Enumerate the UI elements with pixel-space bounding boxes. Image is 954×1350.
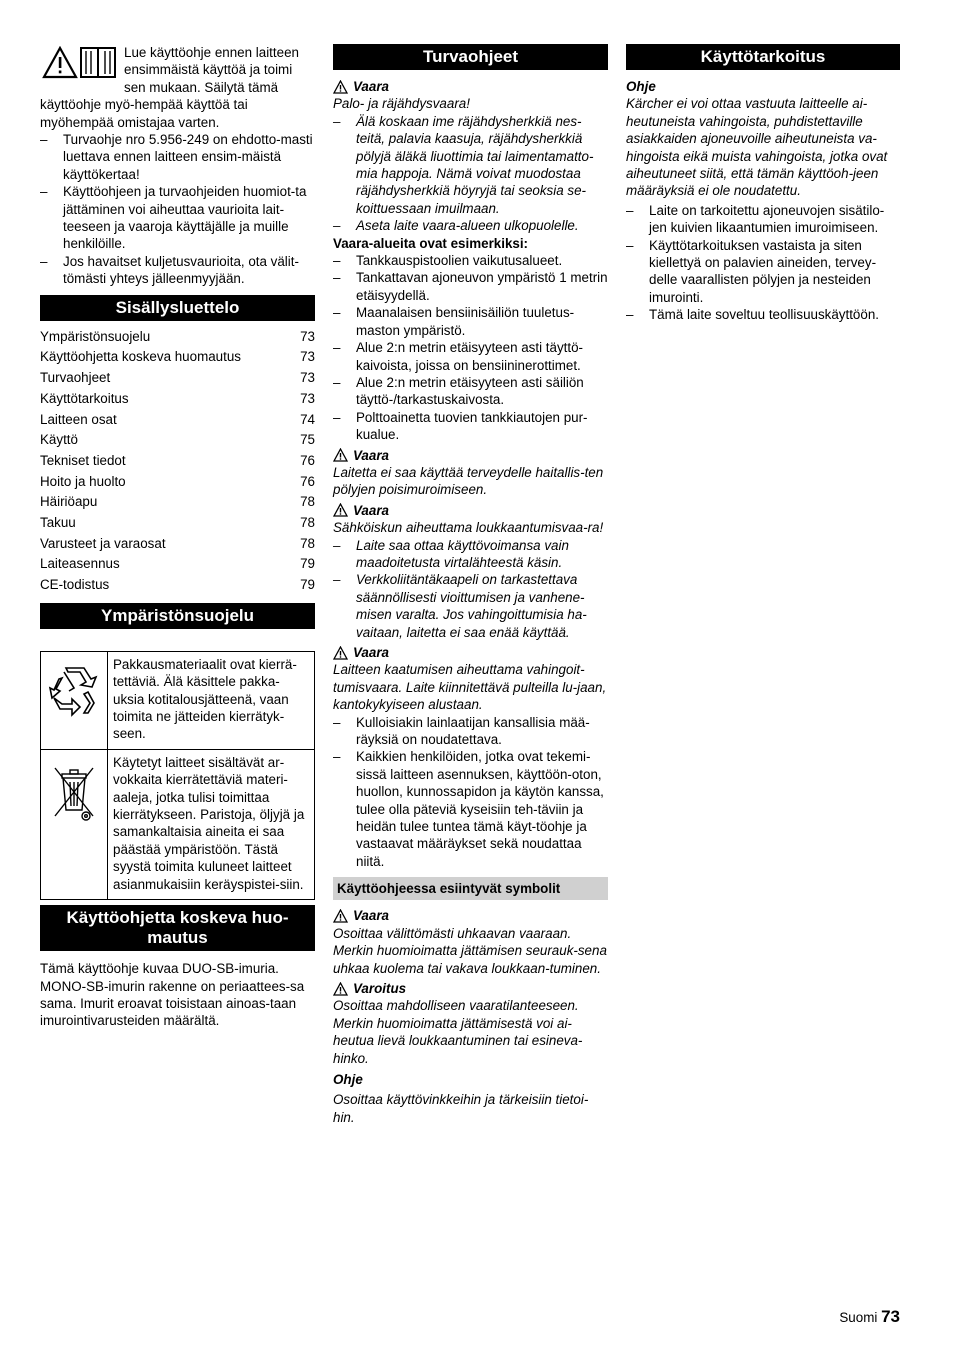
toc-row — [40, 430, 315, 451]
list-item: – Laite saa ottaa käyttövoimansa vain maadoitetusta virtalähteestä käsin. — [333, 537, 608, 572]
toc-row — [40, 347, 315, 368]
column-right — [626, 44, 900, 324]
list-item: – Älä koskaan ime räjähdysherkkiä nes-teitä, palavia kaasuja, räjähdysherkkiä pölyjä äläkä liuottimia tai laimentamatto-mia happoja. Nämä voivat muodostaa räjähdysherkkiä höyryjä tai seoksia se-koittuessaan imuilmaan. — [333, 113, 608, 217]
recycle-icon — [41, 651, 108, 749]
toc-page: 79 — [300, 577, 315, 593]
list-item: – Maanalaisen bensiinisäiliön tuuletus-maston ympäristö. — [333, 304, 608, 339]
list-item: – Polttoainetta tuovien tankkiautojen pur-kualue. — [333, 409, 608, 444]
environment-table — [40, 651, 315, 900]
intro-block — [40, 44, 315, 131]
warning-icon — [333, 80, 348, 94]
list-item: – Turvaohje nro 5.956-249 on ehdotto-masti luettava ennen laitteen ensim-mäistä käyttökertaa! — [40, 131, 315, 183]
list-item: – Alue 2:n metrin etäisyyteen asti säiliön täyttö-/tarkastuskaivosta. — [333, 374, 608, 409]
symbol-note-text: Osoittaa käyttövinkkeihin ja tärkeisiin tietoi-hin. — [333, 1092, 589, 1125]
warning-and-manual-icon — [42, 46, 118, 80]
toc-page: 78 — [300, 515, 315, 531]
toc-page: 73 — [300, 328, 315, 344]
warning-text: Palo- ja räjähdysvaara! — [333, 96, 470, 112]
toc-label: Käyttö — [40, 432, 78, 448]
safety-heading: Turvaohjeet — [333, 44, 608, 70]
toc-row — [40, 513, 315, 534]
warning-label: Vaara — [333, 78, 608, 95]
toc-page: 78 — [300, 535, 315, 551]
table-of-contents — [40, 327, 315, 596]
toc-label: Käyttötarkoitus — [40, 390, 129, 406]
toc-label: Käyttöohjetta koskeva huomautus — [40, 349, 241, 365]
warning-label: Vaara — [333, 644, 608, 661]
toc-row — [40, 554, 315, 575]
warning-text: Sähköiskun aiheuttama loukkaantumisvaa-ra! — [333, 520, 604, 536]
toc-label: CE-todistus — [40, 577, 110, 593]
list-item: – Käyttöohjeen ja turvaohjeiden huomiot-ta jättäminen voi aiheuttaa vaurioita lait-teeseen ja vaaroja käyttäjälle ja muille henkilöille. — [40, 183, 315, 253]
note-text: Tämä käyttöohje kuvaa DUO-SB-imuria. MONO-SB-imurin rakenne on periaattees-sa sama. Imurit eroavat toisistaan ainoas-taan imurointivarusteiden määrältä. — [40, 961, 305, 1029]
toc-page: 76 — [300, 452, 315, 468]
warning-icon — [333, 909, 348, 923]
toc-row — [40, 492, 315, 513]
table-row — [41, 651, 315, 749]
toc-page: 74 — [300, 411, 315, 427]
list-item: – Käyttötarkoituksen vastaista ja siten kiellettyä on palavien aineiden, tervey-delle vaarallisten pölyjen ja nesteiden imurointi. — [626, 237, 900, 307]
symbols-heading: Käyttöohjeessa esiintyvät symbolit — [333, 877, 608, 900]
list-item: – Verkkoliitäntäkaapeli on tarkastettava säännöllisesti vioittumisen ja vanhene-misen varalta. Jos vahingoittumisia ha-vaitaan, laitetta ei saa enää käyttää. — [333, 571, 608, 641]
symbol-danger-text: Osoittaa välittömästi uhkaavan vaaraan. Merkin huomioimatta jättämisen seurauk-sena uhkaa kuolema tai vakava loukkaan-tuminen. — [333, 925, 607, 976]
toc-page: 78 — [300, 494, 315, 510]
intro-text: Lue käyttöohje ennen laitteen ensimmäistä käyttöä ja toimi sen mukaan. Säilytä tämä käyttöohje myö-hempää käyttöä tai myöhempää omistajaa varten. — [40, 45, 299, 130]
toc-page: 75 — [300, 432, 315, 448]
purpose-note-text: Kärcher ei voi ottaa vastuuta laitteelle ai-heutuneista vahingoista, puhdistettaville asiakkaiden ajoneuvoille aiheutuneista va-hingoista eikä muista vahingoista, jotka ovat aiheutuneet siitä, että tämän käyttöoh-jeen määräyksiä ei ole noudatettu. — [626, 96, 888, 199]
toc-label: Turvaohjeet — [40, 370, 111, 386]
list-item: – Alue 2:n metrin etäisyyteen asti täyttö-kaivoista, joissa on bensiininerottimet. — [333, 339, 608, 374]
intro-bullets — [40, 131, 315, 288]
list-item: – Tämä laite soveltuu teollisuuskäyttöön. — [626, 306, 900, 323]
warning-text: Laitteen kaatumisen aiheuttama vahingoit-tumisvaara. Laite kiinnitettävä pulteilla lu-jaan, kantokykyiseen alustaan. — [333, 662, 607, 713]
warning-icon — [333, 982, 348, 996]
warning-label: Vaara — [333, 502, 608, 519]
warning-icon — [333, 503, 348, 517]
warning-bullets — [333, 714, 608, 871]
note-heading: Käyttöohjetta koskeva huo-mautus — [40, 905, 315, 951]
toc-row — [40, 327, 315, 348]
toc-row — [40, 410, 315, 431]
list-item: – Jos havaitset kuljetusvaurioita, ota välit-tömästi yhteys jälleenmyyjään. — [40, 253, 315, 288]
toc-label: Laiteasennus — [40, 556, 120, 572]
toc-label: Tekniset tiedot — [40, 452, 126, 468]
toc-row — [40, 368, 315, 389]
column-left — [40, 44, 315, 1030]
list-item: – Tankkauspistoolien vaikutusalueet. — [333, 252, 608, 269]
toc-page: 73 — [300, 349, 315, 365]
toc-page: 73 — [300, 390, 315, 406]
toc-label: Takuu — [40, 515, 76, 531]
toc-page: 79 — [300, 556, 315, 572]
list-item: – Kulloisiakin lainlaatijan kansallisia mää-räyksiä on noudatettava. — [333, 714, 608, 749]
page-number: 73 — [881, 1307, 900, 1326]
warning-text: Laitetta ei saa käyttää terveydelle haitallis-ten pölyjen poisimuroimiseen. — [333, 464, 604, 498]
warning-icon — [333, 646, 348, 660]
warning-bullets — [333, 113, 608, 235]
warning-bullets — [333, 537, 608, 641]
toc-label: Laitteen osat — [40, 411, 117, 427]
crossed-bin-icon — [41, 749, 108, 899]
list-item: – Aseta laite vaara-alueen ulkopuolelle. — [333, 217, 608, 234]
toc-label: Hoito ja huolto — [40, 473, 126, 489]
warning-label: Vaara — [333, 907, 608, 924]
environment-heading: Ympäristönsuojelu — [40, 603, 315, 629]
toc-label: Häiriöapu — [40, 494, 98, 510]
crossed-bin-text: Käytetyt laitteet sisältävät ar-vokkaita kierrätettäviä materi-aaleja, jotka tulisi toimittaa kierrätykseen. Paristoja, öljyjä ja samankaltaisia aineita ei saa päästää ympäristöön. Tästä syystä toimita kuluneet laitteet asianmukaisiin keräyspistei-siin. — [108, 749, 315, 899]
warning-icon — [333, 448, 348, 462]
toc-label: Ympäristönsuojelu — [40, 328, 151, 344]
footer-language: Suomi — [839, 1310, 878, 1325]
purpose-heading: Käyttötarkoitus — [626, 44, 900, 70]
purpose-bullets — [626, 202, 900, 324]
toc-page: 76 — [300, 473, 315, 489]
symbol-caution-text: Osoittaa mahdolliseen vaaratilanteeseen. Merkin huomioimatta jättämisestä voi ai-heutua lievä loukkaantuminen tai esineva-hinko. — [333, 998, 583, 1066]
warning-label: Vaara — [333, 447, 608, 464]
toc-row — [40, 451, 315, 472]
toc-page: 73 — [300, 370, 315, 386]
page-footer — [839, 1307, 900, 1327]
list-item: – Tankattavan ajoneuvon ympäristö 1 metrin etäisyydellä. — [333, 269, 608, 304]
table-row — [41, 749, 315, 899]
zones-list — [333, 252, 608, 443]
zones-heading: Vaara-alueita ovat esimerkiksi: — [333, 235, 529, 251]
toc-row — [40, 472, 315, 493]
list-item: – Kaikkien henkilöiden, jotka ovat tekemi-sissä laitteen asennuksen, käyttöön-oton, huollon, kunnossapidon ja käytön kanssa, tulee olla päteviä kyseisiin teh-täviin ja heidän tulee tuntea tämä käyt-töohje ja vastaavat määräykset sekä noudattaa niitä. — [333, 748, 608, 870]
toc-row — [40, 534, 315, 555]
toc-row — [40, 575, 315, 596]
column-middle — [333, 44, 608, 1126]
toc-row — [40, 389, 315, 410]
note-label: Ohje — [333, 1071, 363, 1087]
toc-label: Varusteet ja varaosat — [40, 535, 166, 551]
note-label: Ohje — [626, 79, 656, 94]
caution-label: Varoitus — [333, 980, 608, 997]
toc-heading: Sisällysluettelo — [40, 295, 315, 321]
list-item: – Laite on tarkoitettu ajoneuvojen sisätilo-jen kuivien likaantumien imuroimiseen. — [626, 202, 900, 237]
recycle-text: Pakkausmateriaalit ovat kierrä-tettäviä. Älä käsittele pakka-uksia kotitalousjätteenä, vaan toimita ne jätteiden kierrätyk-seen. — [108, 651, 315, 749]
